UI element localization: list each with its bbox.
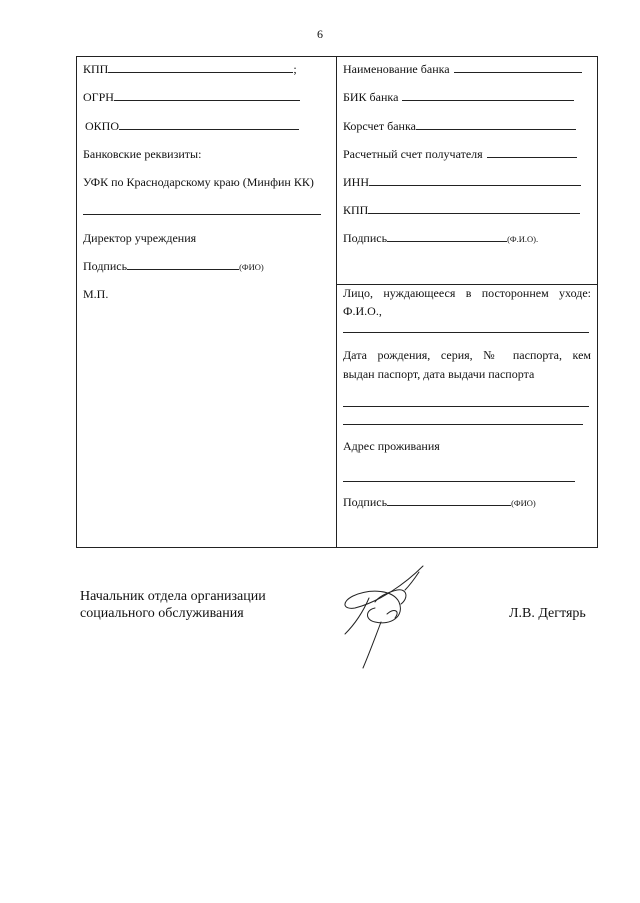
bik-label: БИК банка: [343, 90, 399, 104]
kpp-field: [83, 62, 297, 76]
kpp-blank[interactable]: [108, 62, 293, 73]
ufk-text: УФК по Краснодарскому краю (Минфин КК): [83, 175, 314, 189]
settlement-account-field: [343, 147, 577, 161]
person-signature-hint: (ФИО): [511, 498, 536, 508]
inn-label: ИНН: [343, 175, 369, 189]
bik-field: [343, 90, 574, 104]
settlement-account-blank[interactable]: [487, 147, 577, 158]
bank-signature-hint: (Ф.И.О).: [507, 234, 539, 244]
kpp-end: ;: [293, 62, 297, 76]
ogrn-blank[interactable]: [114, 90, 300, 101]
ogrn-field: [83, 90, 300, 104]
passport-blank-line-2[interactable]: [343, 424, 583, 425]
handwritten-signature: [335, 562, 435, 672]
person-line-1: Лицо, нуждающееся в постороннем уходе:: [343, 286, 591, 300]
page-number: 6: [317, 27, 323, 41]
bank-details-label: Банковские реквизиты:: [83, 147, 202, 161]
person-blank-line[interactable]: [343, 332, 589, 333]
passport-blank-line-1[interactable]: [343, 406, 589, 407]
stamp-label: М.П.: [83, 287, 109, 301]
signature-label: Подпись: [83, 259, 128, 273]
bank-signature-field: [343, 231, 538, 246]
bik-blank[interactable]: [402, 90, 574, 101]
requisites-table: [76, 56, 598, 548]
inn-blank[interactable]: [369, 175, 581, 186]
director-signature-field: [83, 259, 264, 274]
bank-name-label: Наименование банка: [343, 62, 450, 76]
bank-name-field: [343, 62, 582, 76]
passport-line-1: Дата рождения, серия, № паспорта, кем: [343, 348, 591, 362]
person-signature-field: [343, 495, 536, 510]
ogrn-label: ОГРН: [83, 90, 114, 104]
okpo-field: [85, 119, 299, 133]
position-line-1: Начальник отдела организации: [80, 589, 266, 604]
corr-account-field: [343, 119, 576, 133]
person-line-2: Ф.И.О.,: [343, 304, 382, 318]
kpp-label: КПП: [83, 62, 109, 76]
column-divider: [336, 57, 337, 547]
address-blank-line[interactable]: [343, 481, 575, 482]
ufk-blank-line[interactable]: [83, 214, 321, 215]
corr-account-blank[interactable]: [416, 119, 576, 130]
bank-signature-label: Подпись: [343, 231, 388, 245]
passport-line-2: выдан паспорт, дата выдачи паспорта: [343, 367, 535, 381]
address-label: Адрес проживания: [343, 439, 440, 453]
right-kpp-field: [343, 203, 580, 217]
okpo-blank[interactable]: [119, 119, 299, 130]
signature-hint: (ФИО): [239, 262, 264, 272]
person-signature-label: Подпись: [343, 495, 388, 509]
director-label: Директор учреждения: [83, 231, 197, 245]
signature-blank[interactable]: [127, 259, 239, 270]
corr-account-label: Корсчет банка: [343, 119, 416, 133]
settlement-account-label: Расчетный счет получателя: [343, 147, 483, 161]
person-signature-blank[interactable]: [387, 495, 511, 506]
inn-field: [343, 175, 581, 189]
okpo-label: ОКПО: [85, 119, 120, 133]
bank-signature-blank[interactable]: [387, 231, 507, 242]
signatory-name: Л.В. Дегтярь: [509, 606, 586, 621]
bank-name-blank[interactable]: [454, 62, 582, 73]
right-kpp-blank[interactable]: [368, 203, 580, 214]
position-line-2: социального обслуживания: [80, 606, 244, 621]
right-kpp-label: КПП: [343, 203, 369, 217]
